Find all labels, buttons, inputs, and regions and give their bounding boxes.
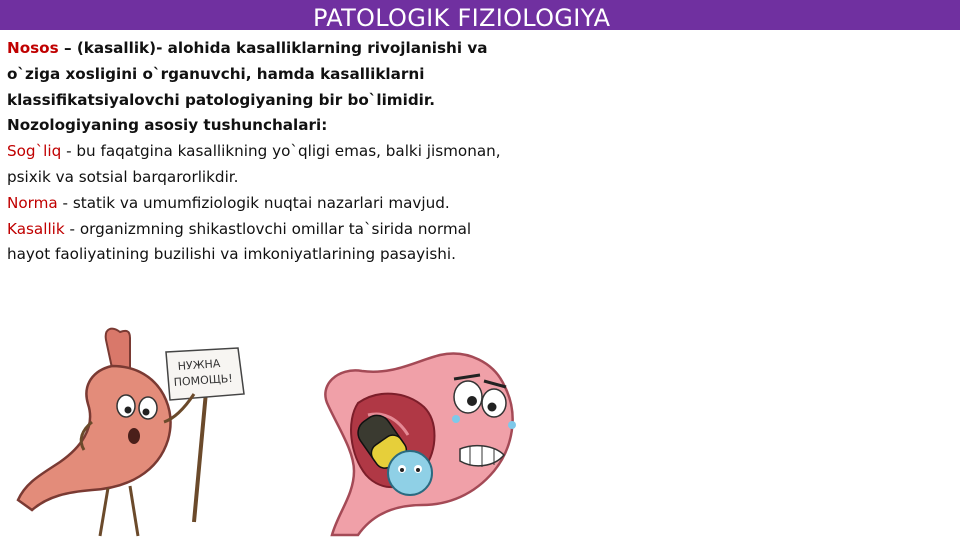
stomach-with-sign-illustration [8, 322, 258, 540]
paragraph-nosos [7, 36, 507, 113]
slide-body [7, 36, 507, 268]
definition-nosos: – (kasallik)- alohida kasalliklarning rivojlanishi va o`ziga xosligini o`rganuvchi, hamda kasalliklarni klassifikatsiyalovchi patologiyaning bir bo`limidir. [7, 39, 488, 109]
definition-sogliq: - bu faqatgina kasallikning yo`qligi emas, balki jismonan, psixik va sotsial barqarorlikdir. [7, 142, 501, 186]
definition-norma: - statik va umumfiziologik nuqtai nazarlari mavjud. [57, 193, 450, 212]
term-sogliq: Sog`liq [7, 142, 62, 161]
paragraph-kasallik [7, 217, 507, 269]
concepts-heading: Nozologiyaning asosiy tushunchalari: [7, 116, 328, 135]
sign-text-line1: НУЖНА [177, 357, 221, 373]
term-kasallik: Kasallik [7, 219, 65, 238]
slide-title: PATOLOGIK FIZIOLOGIYA [313, 4, 611, 32]
paragraph-norma [7, 191, 507, 217]
paragraph-sogliq [7, 139, 507, 191]
sign-text-line2: ПОМОЩЬ! [173, 371, 234, 389]
stomach-bacteria-illustration [298, 345, 530, 540]
help-sign [166, 348, 244, 400]
term-nosos: Nosos [7, 39, 59, 57]
title-bar [0, 0, 960, 30]
definition-kasallik: - organizmning shikastlovchi omillar ta`sirida normal hayot faoliyatining buzilishi va imkoniyatlarining pasayishi. [7, 219, 472, 264]
paragraph-concepts-heading [7, 113, 507, 139]
term-norma: Norma [7, 193, 58, 212]
